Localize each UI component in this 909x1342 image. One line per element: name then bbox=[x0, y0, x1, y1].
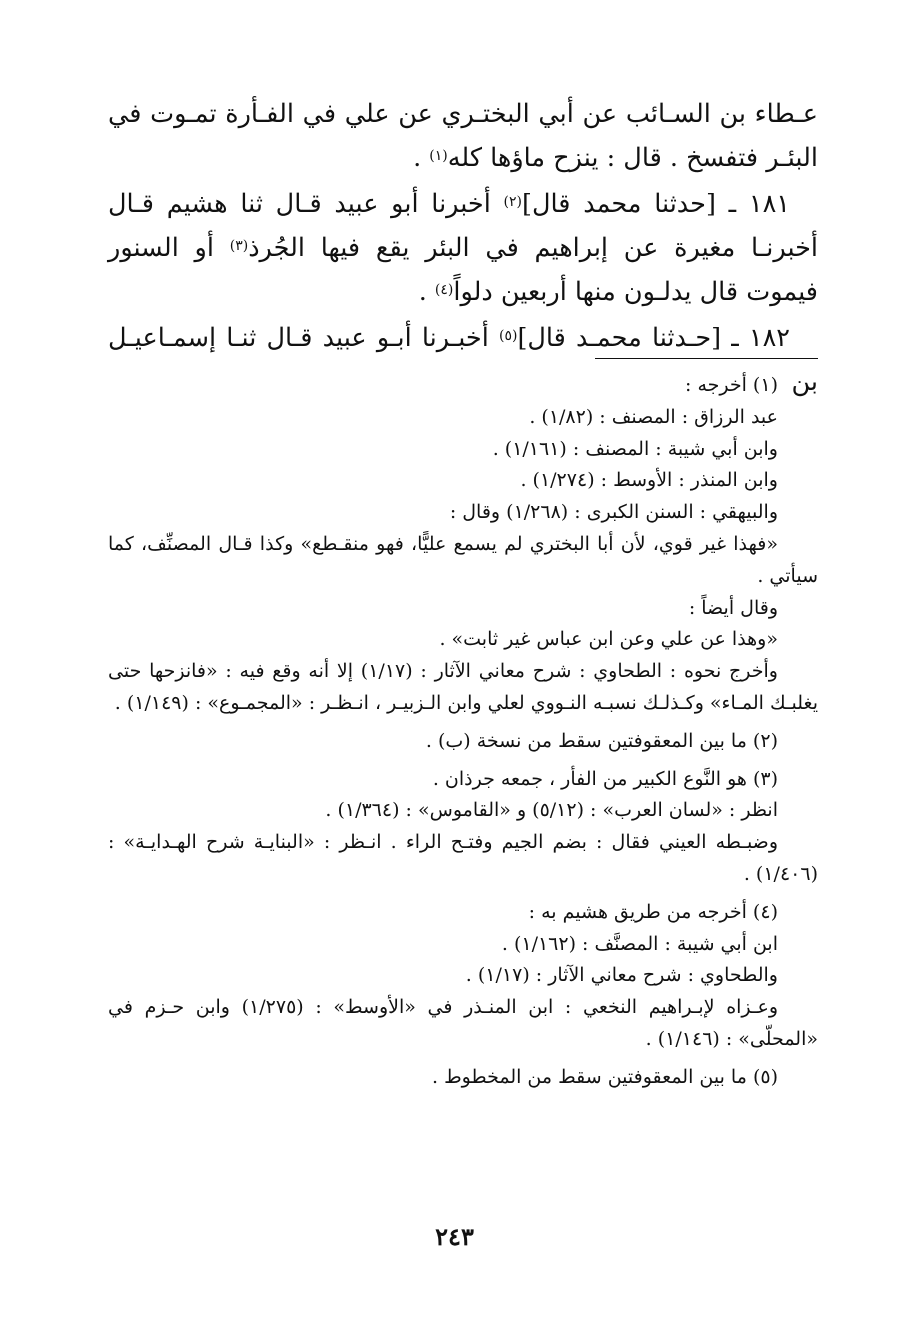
footnote-2: (٢) ما بين المعقوفتين سقط من نسخة (ب) . bbox=[425, 729, 778, 752]
footnote-1: (١) أخرجه : عبد الرزاق : المصنف : (١/٨٢) . وابن أبي شيبة : المصنف : (١/١٦١) . وابن المنذر : الأوسط : (١/٢٧٤) . والبيهقي : السنن الكبرى : (١/٢٦٨) وقال : «فهذا غير قوي، لأن أبا البختري لم يسمع عليًّا، فهو منقـطع» وكذا قـال المصنِّف، كما سيأتي . وقال أيضاً : «وهذا عن علي وعن ابن عباس غير ثابت» . وأخرج نحوه : الطحاوي : شرح معاني الآثار : (١/١٧) إلا أنه وقع فيه : «فانزحها حتى يغلبـك المـاء» وكـذلـك نسبـه النـووي لعلي وابن الـزبيـر ، انـظـر : «المجمـوع» : (١/١٤٩) . bbox=[108, 374, 818, 714]
paragraph-181: ١٨١ ـ [حدثنا محمد قال]$^{(٢)}$ أخبرنا أبو عبيد قـال ثنا هشيم قـال أخبرنـا مغيرة عن إبراهيم في البئر يقع فيها الجُرذ$^{(٣)}$ أو السنور فيموت قال يدلـون منها أربعين دلواً$^{(٤)}$ . bbox=[108, 189, 818, 307]
footnote-ref-3[interactable]: (٣) bbox=[229, 238, 249, 254]
footnote-ref-1[interactable]: (١) bbox=[429, 148, 448, 164]
footnote-3: (٣) هو النَّوع الكبير من الفأر ، جمعه جرذان . انظر : «لسان العرب» : (٥/١٢) و «القاموس» : (١/٣٦٤) . وضبـطه العيني فقال : بضم الجيم وفتـح الراء . انـظر : «البنايـة شرح الهـدايـة» : (١/٤٠٦) . bbox=[108, 767, 818, 885]
paragraph-182: ١٨٢ ـ [حـدثنا محمـد قال]$^{(٥)}$ أخبـرنا أبـو عبيد قـال ثنـا إسمـاعيـل بن bbox=[108, 323, 818, 397]
page-number: ٢٤٣ bbox=[435, 1222, 474, 1251]
footnote-4: (٤) أخرجه من طريق هشيم به : ابن أبي شيبة : المصنَّف : (١/١٦٢) . والطحاوي : شرح معاني الآثار : (١/١٧) . وعـزاه لإبـراهيم النخعي : ابن المنـذر في «الأوسط» : (١/٢٧٥) وابن حـزم في «المحلّى» : (١/١٤٦) . bbox=[108, 900, 818, 1050]
footnote-separator bbox=[595, 358, 818, 359]
footnotes bbox=[108, 370, 818, 1100]
footnote-ref-2[interactable]: (٢) bbox=[503, 194, 523, 210]
footnote-ref-5[interactable]: (٥) bbox=[498, 328, 518, 344]
paragraph-180-continuation: عـطاء بن السـائب عن أبي البختـري عن علي في الفـأرة تمـوت في البئـر فتفسخ . قال : ينزح ماؤها كله$^{(١)}$ . bbox=[108, 99, 818, 173]
footnote-ref-4[interactable]: (٤) bbox=[434, 282, 454, 298]
footnote-5: (٥) ما بين المعقوفتين سقط من المخطوط . bbox=[432, 1065, 778, 1088]
